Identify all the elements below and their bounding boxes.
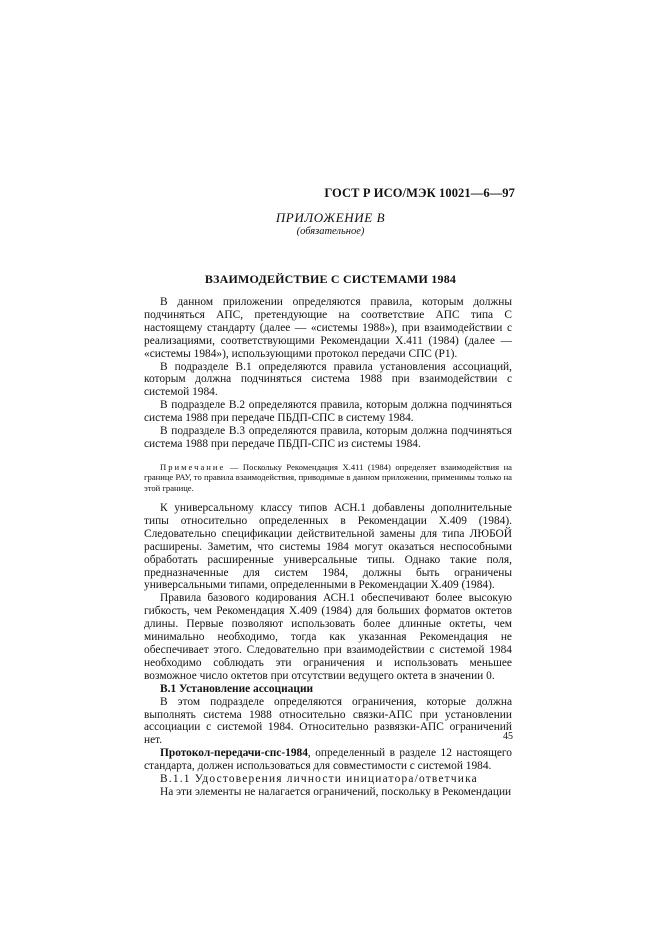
standard-designation: ГОСТ Р ИСО/МЭК 10021—6—97 [324,186,515,200]
intro-paragraph: В подразделе В.3 определяются правила, которым должна подчиняться система 1988 при передаче ПБДП-СПС из системы 1984. [144,425,512,450]
intro-block [144,296,512,451]
intro-paragraph: В подразделе В.2 определяются правила, которым должна подчиняться система 1988 при передаче ПБДП-СПС в систему 1984. [144,399,512,425]
note-text: — Поскольку Рекомендация Х.411 (1984) определяет взаимодействия на границе РАУ, то правила взаимодействия, приводимые в данном приложении, применимы только на этой границе. [144,462,512,493]
intro-paragraph: В подразделе В.1 определяются правила установления ассоциаций, которым должна подчиняться система 1988 при взаимодействии с системой 1984. [144,360,512,399]
body-paragraph: В этом подразделе определяются ограничения, которые должна выполнять система 1988 относительно связки-АПС при установлении ассоциации с системой 1984. Относительно развязки-АПС ограничений нет. [144,695,512,747]
subsection-heading-b11: В.1.1 Удостоверения личности инициатора/ответчика [160,773,478,786]
body-paragraph: На эти элементы не налагается ограничений, поскольку в Рекомендации [160,785,512,798]
body-paragraph: К универсальному классу типов АСН.1 добавлены дополнительные типы относительно определенных в Рекомендации Х.409 (1984). Следовательно спецификации действительной замены для типа ЛЮБОЙ расширены. Заметим, что системы 1984 могут оказаться неспособными обработать расширенные универсальные типы. Однако такие поля, предназначенные для систем 1984, должны быть ограничены универсальными типами, определенными в Рекомендации Х.409 (1984). [144,502,512,592]
protocol-text: , определенный в разделе 12 настоящего стандарта, должен использоваться для совместимости с системой 1984. [144,747,512,773]
intro-paragraph: В данном приложении определяются правила, которым должны подчиняться АПС, претендующие на соответствие АПС типа С настоящему стандарту (далее — «системы 1988»), при взаимодействии с реализациями, соответствующими Рекомендации Х.411 (1984) (далее — «системы 1984»), использующими протокол передачи СПС (Р1). [144,296,512,360]
body-paragraph [144,747,512,773]
note-label: Примечание [160,462,226,472]
body-paragraph: Правила базового кодирования АСН.1 обеспечивают более высокую гибкость, чем Рекомендация Х.409 (1984) для больших форматов октетов длины. Первые позволяют использовать более длинные октеты, чем минимально необходимо, тогда как указанная Рекомендация не обеспечивает этого. Следовательно при взаимодействии с системой 1984 необходимо соблюдать эти ограничения и использовать меньшее возможное число октетов при отсутствии ведущего октета в значении 0. [144,592,512,682]
note [144,462,512,493]
annex-title: ПРИЛОЖЕНИЕ В [275,210,386,225]
protocol-name: Протокол-передачи-спс-1984 [160,747,308,760]
annex-subtitle: (обязательное) [296,226,365,237]
main-body [144,502,512,799]
section-title: ВЗАИМОДЕЙСТВИЕ С СИСТЕМАМИ 1984 [204,272,457,286]
subsection-heading-b1: В.1 Установление ассоциации [160,682,314,695]
page-number: 45 [503,731,513,742]
